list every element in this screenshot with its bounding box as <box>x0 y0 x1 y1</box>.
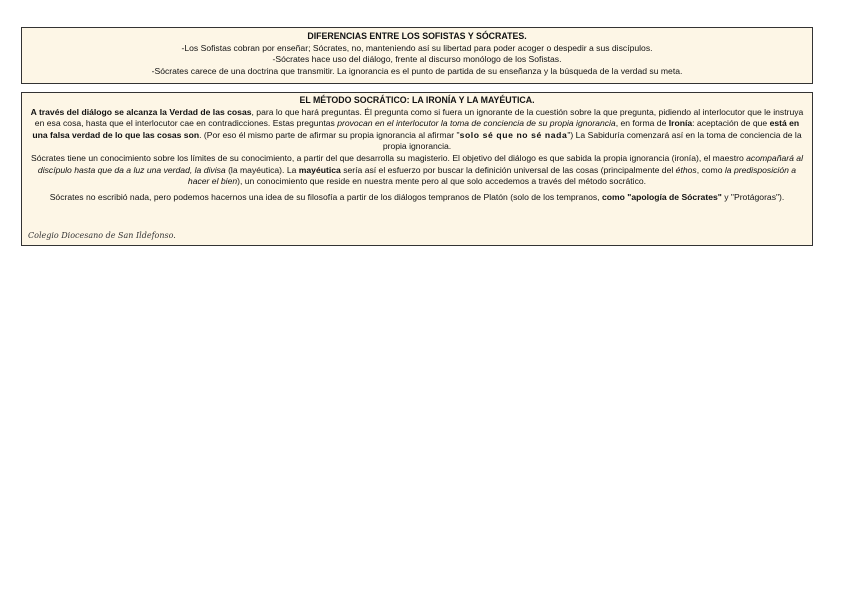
p2-italic-3: la predisposición a hacer el bien <box>187 164 797 187</box>
ethos-term: éthos <box>675 164 697 175</box>
p2-text-3: sería así el esfuerzo por buscar la definición universal de las cosas (principalmente del <box>340 164 676 175</box>
maieutics-term: mayéutica <box>298 164 341 175</box>
difference-line-3: -Sócrates carece de una doctrina que transmitir. La ignorancia es el punto de partida de su enseñanza y la búsqueda de la verdad su meta. <box>151 65 683 76</box>
method-title: EL MÉTODO SOCRÁTICO: LA IRONÍA Y LA MAYÉUTICA. <box>299 95 535 105</box>
method-paragraph-1 <box>28 107 806 153</box>
method-paragraph-3 <box>28 192 806 204</box>
p3-text-1: Sócrates no escribió nada, pero podemos hacernos una idea de su filosofía a partir de los diálogos tempranos de Platón (solo de los tempranos, <box>49 191 602 202</box>
dialogue-intro: A través del diálogo se alcanza la Verdad de las cosas <box>30 106 252 117</box>
p2-text-1: Sócrates tiene un conocimiento sobre los límites de su conocimiento, a partir del que desarrolla su magisterio. El objetivo del diálogo es que sabida la propia ignorancia (ironía), el maestro <box>31 152 747 163</box>
p1-text-1: , para lo que hará preguntas. Él pregunta como si fuera un ignorante de la cuestión sobre la que pregunta, pidiendo al interlocutor que le instruya en esa cosa, hasta que el interlocutor cae en contradicciones. Estas preguntas <box>34 106 804 129</box>
school-signature: Colegio Diocesano de San Ildefonso. <box>28 231 176 241</box>
p2-text-2: (la mayéutica). La <box>225 164 299 175</box>
differences-box <box>21 27 813 84</box>
false-truth-phrase: está en una falsa verdad de lo que las cosas son <box>32 118 800 140</box>
p1-text-2: , en forma de <box>615 118 669 129</box>
method-box <box>21 92 813 246</box>
irony-term: Ironía <box>668 118 693 129</box>
p1-text-3: : aceptación de que <box>692 118 770 129</box>
famous-quote: solo sé que no sé nada <box>459 129 568 140</box>
p2-text-4: , como <box>696 164 725 175</box>
p1-italic-1: provocan en el interlocutor la toma de conciencia de su propia ignorancia <box>337 118 616 129</box>
p2-italic-1: acompañará al discípulo hasta que da a luz una verdad, la divisa <box>37 152 803 175</box>
difference-line-2: -Sócrates hace uso del diálogo, frente al discurso monólogo de los Sofistas. <box>272 54 562 65</box>
apology-title: como "apología de Sócrates" <box>601 191 722 202</box>
method-paragraph-2 <box>28 153 806 188</box>
p3-text-2: y "Protágoras"). <box>721 191 785 202</box>
p1-text-5: ") La Sabiduría comenzará así en la toma de conciencia de la propia ignorancia. <box>382 129 802 152</box>
difference-line-1: -Los Sofistas cobran por enseñar; Sócrates, no, manteniendo así su libertad para poder acoger o despedir a sus discípulos. <box>181 42 653 53</box>
p2-text-5: ), un conocimiento que reside en nuestra mente pero al que solo accedemos a través del método socrático. <box>237 176 647 187</box>
differences-title: DIFERENCIAS ENTRE LOS SOFISTAS Y SÓCRATES. <box>307 31 527 41</box>
p1-text-4: . (Por eso él mismo parte de afirmar su propia ignorancia al afirmar " <box>199 129 460 140</box>
